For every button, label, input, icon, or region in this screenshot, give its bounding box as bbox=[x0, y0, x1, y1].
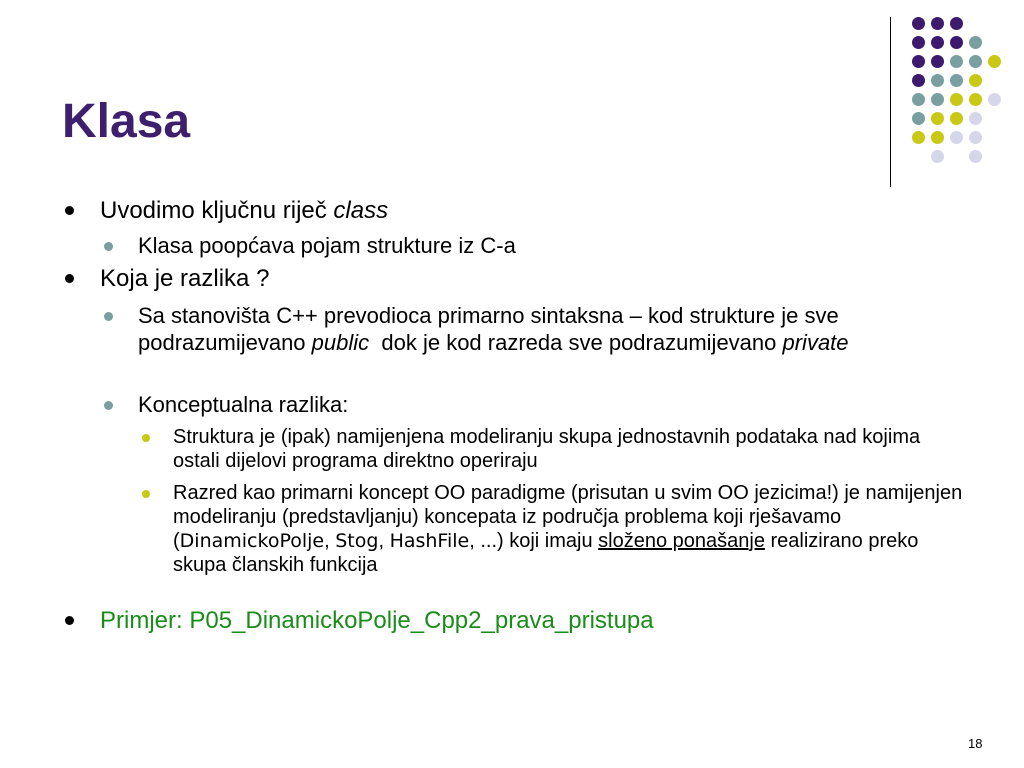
sub-bullet-item bbox=[138, 391, 978, 418]
bullet-keyword: class bbox=[333, 197, 389, 224]
bullet-text: Struktura je (ipak) namijenjena modeliranju skupa jednostavnih podataka nad kojima ostali dijelovi programa direktno operiraju bbox=[173, 426, 921, 472]
bullet-text: Razred kao primarni koncept OO paradigme (prisutan u svim OO jezicima!) je namijenjen modeliranju (predstavljanju) koncepata iz područja problema koji rješavamo ( bbox=[173, 482, 963, 552]
sub-sub-bullet-item bbox=[173, 425, 963, 473]
decorative-dot bbox=[950, 55, 963, 68]
bullet-keyword: private bbox=[782, 330, 849, 355]
bullet-marker bbox=[65, 616, 74, 625]
bullet-marker bbox=[65, 274, 74, 283]
bullet-keyword: public bbox=[311, 330, 370, 355]
decorative-dot bbox=[912, 55, 925, 68]
decorative-dot bbox=[950, 112, 963, 125]
sub-bullet-item bbox=[138, 232, 978, 259]
decorative-dot bbox=[950, 131, 963, 144]
example-class-name: DinamickoPolje bbox=[179, 530, 325, 552]
decorative-dot bbox=[931, 112, 944, 125]
decorative-dot bbox=[969, 150, 982, 163]
bullet-item bbox=[100, 264, 269, 293]
decorative-dot bbox=[931, 93, 944, 106]
decorative-dot bbox=[931, 74, 944, 87]
decorative-dot bbox=[931, 55, 944, 68]
bullet-text: dok je kod razreda sve podrazumijevano bbox=[369, 330, 783, 355]
bullet-text: realizirano preko skupa članskih funkcija bbox=[173, 530, 919, 576]
bullet-item bbox=[100, 196, 388, 225]
underlined-text: složeno ponašanje bbox=[598, 530, 765, 552]
page-number: 18 bbox=[968, 736, 983, 751]
decorative-dot bbox=[912, 17, 925, 30]
bullet-marker bbox=[142, 434, 150, 442]
decorative-dot bbox=[969, 74, 982, 87]
decorative-dot bbox=[931, 36, 944, 49]
decorative-dot bbox=[931, 131, 944, 144]
bullet-text: Konceptualna razlika: bbox=[138, 392, 349, 417]
decorative-dot bbox=[950, 74, 963, 87]
bullet-marker bbox=[142, 490, 150, 498]
slide-title: Klasa bbox=[62, 95, 191, 148]
example-reference: Primjer: P05_DinamickoPolje_Cpp2_prava_pristupa bbox=[100, 607, 654, 634]
decorative-dot bbox=[931, 17, 944, 30]
decorative-dot bbox=[950, 17, 963, 30]
decorative-dot bbox=[969, 36, 982, 49]
example-class-name: HashFile bbox=[389, 530, 470, 552]
bullet-marker bbox=[104, 401, 113, 410]
decorative-dot bbox=[912, 112, 925, 125]
example-class-name: Stog bbox=[335, 530, 379, 552]
decorative-dot bbox=[969, 93, 982, 106]
bullet-text: Uvodimo ključnu riječ bbox=[100, 197, 334, 224]
bullet-marker bbox=[104, 312, 113, 321]
bullet-item-example-link bbox=[100, 606, 654, 635]
decorative-dot bbox=[912, 74, 925, 87]
bullet-text: Klasa poopćava pojam strukture iz C-a bbox=[138, 233, 516, 258]
bullet-text: , bbox=[378, 530, 390, 552]
decorative-dot bbox=[969, 55, 982, 68]
decorative-dot bbox=[931, 150, 944, 163]
decorative-dot bbox=[912, 93, 925, 106]
decorative-dot bbox=[912, 36, 925, 49]
decorative-dot bbox=[969, 131, 982, 144]
bullet-marker bbox=[65, 206, 74, 215]
sub-sub-bullet-item bbox=[173, 481, 963, 577]
bullet-text: , ...) koji imaju bbox=[469, 530, 599, 552]
bullet-marker bbox=[104, 242, 113, 251]
decorative-dot bbox=[912, 131, 925, 144]
bullet-text: Sa stanovišta C++ prevodioca primarno sintaksna – kod strukture je sve podrazumijevano bbox=[138, 303, 839, 355]
bullet-text: , bbox=[324, 530, 336, 552]
decorative-dot bbox=[969, 112, 982, 125]
decorative-dot bbox=[950, 36, 963, 49]
bullet-text: Koja je razlika ? bbox=[100, 265, 270, 292]
decorative-dot bbox=[950, 93, 963, 106]
decorative-dot bbox=[988, 55, 1001, 68]
decorative-dot bbox=[988, 93, 1001, 106]
sub-bullet-item bbox=[138, 302, 978, 356]
